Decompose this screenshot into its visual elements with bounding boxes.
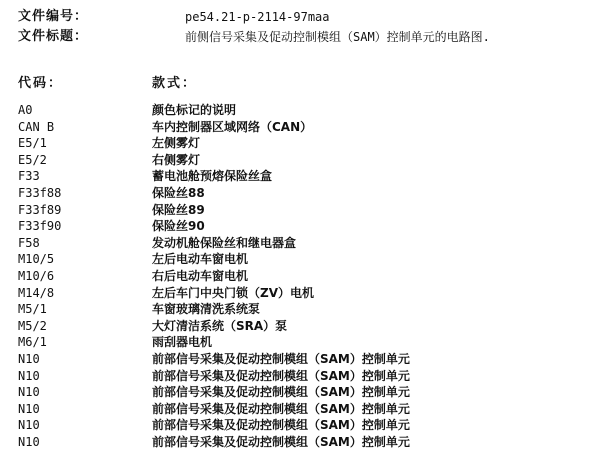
legend-table (18, 102, 598, 450)
legend-row (18, 301, 598, 318)
legend-row (18, 119, 598, 136)
code-column-header: 代码： (18, 76, 64, 91)
legend-description: 保险丝89 (152, 202, 205, 217)
legend-row (18, 285, 598, 302)
legend-row (18, 235, 598, 252)
legend-description: 车窗玻璃清洗系统泵 (152, 302, 261, 317)
legend-description: 前部信号采集及促动控制模组（SAM）控制单元 (152, 385, 410, 400)
legend-code: M14/8 (18, 285, 55, 300)
legend-code: N10 (18, 401, 40, 416)
legend-row (18, 368, 598, 385)
legend-description: 蓄电池舱预熔保险丝盒 (152, 169, 273, 184)
legend-code: F33 (18, 169, 40, 184)
legend-code: E5/1 (18, 136, 47, 151)
legend-description: 前部信号采集及促动控制模组（SAM）控制单元 (152, 401, 410, 416)
legend-row (18, 351, 598, 368)
legend-code: CAN B (18, 119, 55, 134)
legend-description: 左侧雾灯 (152, 136, 201, 151)
legend-row (18, 334, 598, 351)
legend-row (18, 168, 598, 185)
legend-code: M5/2 (18, 318, 47, 333)
legend-row (18, 102, 598, 119)
legend-description: 保险丝88 (152, 185, 205, 200)
legend-description: 发动机舱保险丝和继电器盒 (152, 235, 297, 250)
legend-code: F58 (18, 235, 40, 250)
legend-code: N10 (18, 385, 40, 400)
legend-description: 雨刮器电机 (152, 335, 213, 350)
legend-row (18, 185, 598, 202)
legend-code: N10 (18, 351, 40, 366)
legend-code: N10 (18, 368, 40, 383)
doc-number-value: pe54.21-p-2114-97maa (185, 10, 330, 24)
legend-description: 车内控制器区域网络（CAN） (152, 119, 313, 134)
legend-description: 左后电动车窗电机 (152, 252, 249, 267)
legend-row (18, 434, 598, 450)
legend-code: N10 (18, 418, 40, 433)
legend-row (18, 318, 598, 335)
legend-description: 前部信号采集及促动控制模组（SAM）控制单元 (152, 351, 410, 366)
legend-description: 右后电动车窗电机 (152, 268, 249, 283)
doc-title-value: 前侧信号采集及促动控制模组（SAM）控制单元的电路图. (185, 30, 490, 44)
legend-code: M10/5 (18, 252, 55, 267)
legend-description: 前部信号采集及促动控制模组（SAM）控制单元 (152, 434, 410, 449)
legend-code: E5/2 (18, 152, 47, 167)
legend-row (18, 251, 598, 268)
legend-description: 前部信号采集及促动控制模组（SAM）控制单元 (152, 368, 410, 383)
legend-row (18, 218, 598, 235)
legend-description: 右侧雾灯 (152, 152, 201, 167)
legend-row (18, 384, 598, 401)
legend-row (18, 202, 598, 219)
legend-description: 保险丝90 (152, 219, 205, 234)
legend-code: N10 (18, 434, 40, 449)
legend-row (18, 417, 598, 434)
legend-row (18, 268, 598, 285)
legend-description: 大灯清洁系统（SRA）泵 (152, 318, 288, 333)
legend-row (18, 401, 598, 418)
style-column-header: 款式： (152, 76, 198, 91)
legend-code: A0 (18, 103, 33, 117)
legend-code: M5/1 (18, 302, 47, 317)
legend-description: 前部信号采集及促动控制模组（SAM）控制单元 (152, 418, 410, 433)
legend-description: 颜色标记的说明 (152, 103, 237, 117)
legend-row (18, 152, 598, 169)
legend-description: 左后车门中央门锁（ZV）电机 (152, 285, 314, 300)
legend-row (18, 135, 598, 152)
legend-code: F33f88 (18, 185, 62, 200)
legend-code: M6/1 (18, 335, 47, 350)
doc-number-label: 文件编号： (18, 9, 89, 24)
legend-code: F33f90 (18, 219, 62, 234)
legend-code: F33f89 (18, 202, 62, 217)
legend-code: M10/6 (18, 268, 55, 283)
doc-title-label: 文件标题： (18, 29, 89, 44)
